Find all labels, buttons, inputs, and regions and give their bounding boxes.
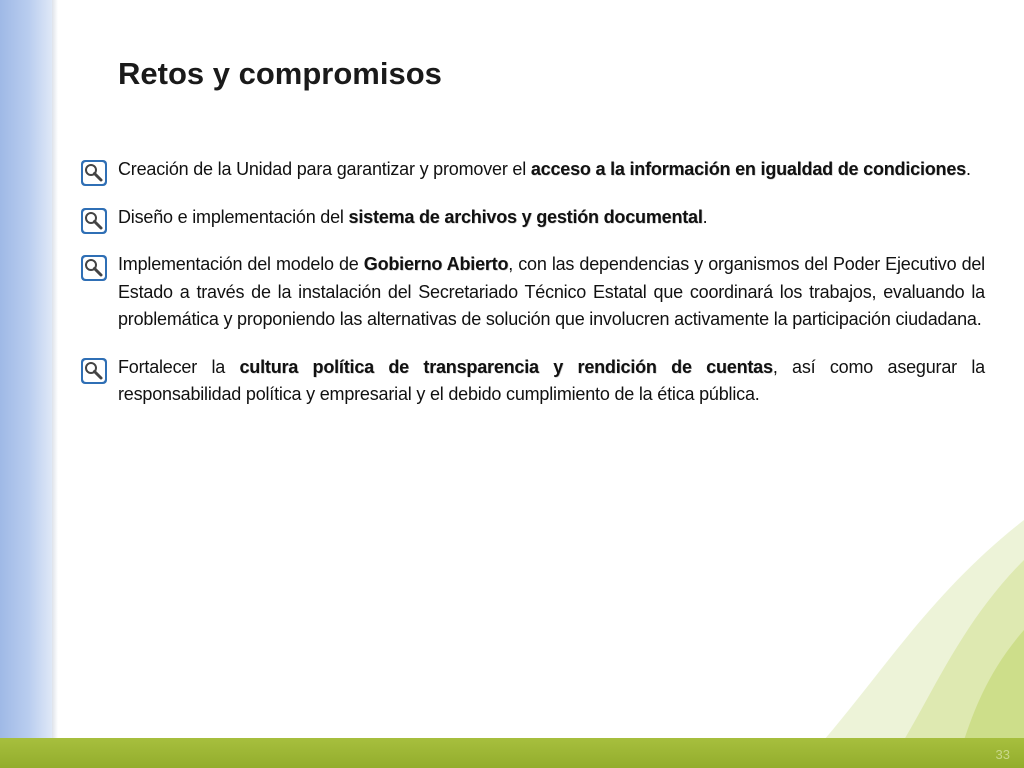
bullet-text-end: , con las dependencias y organismos del Poder Ejecutivo del Estado a través de la instalación del Secretariado Técnico Estatal que coordinará los trabajos, evaluando la problemática y proponiendo las alternativas de solución que involucren activamente la participación ciudadana.: [118, 254, 985, 329]
bullet-item: [80, 204, 985, 232]
bullet-text: Diseño e implementación del: [118, 206, 349, 227]
left-decorative-band: [0, 0, 52, 740]
bullet-item: [80, 354, 985, 409]
page-number: 33: [995, 747, 1010, 762]
bullet-list: [80, 156, 985, 429]
slide-title: Retos y compromisos: [118, 56, 442, 91]
bullet-text: Fortalecer la: [118, 356, 240, 377]
bottom-bar: [0, 738, 1024, 768]
bullet-emphasis: sistema de archivos y gestión documental: [348, 206, 703, 227]
decorative-swoosh: [764, 520, 1024, 740]
bullet-text-end: .: [702, 206, 708, 227]
bullet-text: Implementación del modelo de: [118, 254, 364, 274]
magnifier-icon: [80, 357, 108, 385]
bullet-emphasis: Gobierno Abierto: [363, 254, 509, 274]
bullet-text-end: .: [965, 159, 971, 179]
magnifier-icon: [80, 159, 108, 187]
bullet-item: [80, 156, 985, 184]
bullet-emphasis: cultura política de transparencia y rendición de cuentas: [239, 356, 773, 377]
bullet-text-end: , así como asegurar la responsabilidad política y empresarial y el debido cumplimiento de la ética pública.: [118, 356, 985, 404]
magnifier-icon: [80, 207, 108, 235]
magnifier-icon: [80, 254, 108, 282]
bullet-item: [80, 251, 985, 334]
bullet-emphasis: acceso a la información en igualdad de condiciones: [530, 159, 966, 179]
bullet-text: Creación de la Unidad para garantizar y promover el: [118, 159, 531, 179]
